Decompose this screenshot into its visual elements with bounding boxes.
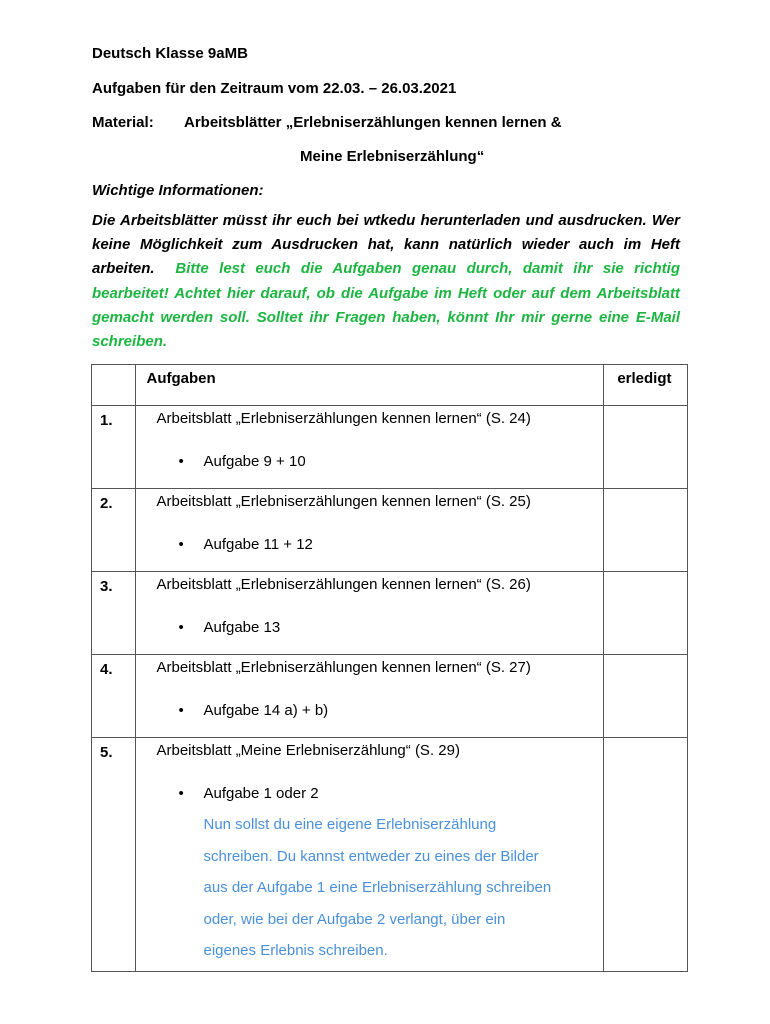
row-bullet [136,702,603,720]
note-line: schreiben. Du kannst entweder zu eines der Bilder [203,847,539,865]
row-bullet-text: Aufgabe 11 + 12 [203,536,313,553]
row-title: Arbeitsblatt „Erlebniserzählungen kennen lernen“ (S. 26) [156,576,531,593]
note-line: oder, wie bei der Aufgabe 2 verlangt, über ein [203,910,506,928]
row-num-cell [92,489,136,572]
row-done-cell [604,572,688,655]
bullet-icon: • [178,702,184,719]
row-task-cell [136,572,604,655]
row-number: 2. [100,495,113,512]
header-done-label: erledigt [617,370,672,387]
material-line [92,114,562,132]
header-num-cell [92,365,136,406]
material-text-2: Meine Erlebniserzählung“ [300,148,485,165]
row-done-cell [604,406,688,489]
row-number: 4. [100,661,113,678]
row-task-cell [136,655,604,738]
row-bullet [136,785,603,803]
row-bullet [136,536,603,554]
bullet-icon: • [178,536,184,553]
material-label: Material: [92,114,154,131]
info-paragraph [92,209,680,354]
bullet-icon: • [178,785,184,802]
row-bullet-text: Aufgabe 9 + 10 [203,453,306,470]
row-bullet-text: Aufgabe 14 a) + b) [203,702,329,719]
row-title: Arbeitsblatt „Erlebniserzählungen kennen lernen“ (S. 25) [156,493,531,510]
row-num-cell [92,738,136,972]
row-title: Arbeitsblatt „Meine Erlebniserzählung“ (S. 29) [156,742,460,759]
row-note [136,809,603,971]
table-row [92,738,688,972]
note-line: eigenes Erlebnis schreiben. [203,942,388,959]
row-done-cell [604,738,688,972]
info-text-green: Bitte lest euch die Aufgaben genau durch, damit ihr sie richtig bearbeitet! Achtet hier darauf, ob die Aufgabe im Heft oder auf dem Arbeitsblatt gemacht werden soll. Solltet ihr Fragen haben, könnt Ihr mir gerne eine E-Mail schreiben. [92,260,680,351]
header-done-cell [604,365,688,406]
document-title: Deutsch Klasse 9aMB [92,45,248,62]
table-row [92,572,688,655]
row-number: 3. [100,578,113,595]
row-num-cell [92,655,136,738]
info-text-black: Die Arbeitsblätter müsst ihr euch bei wtkedu herunterladen und ausdrucken. Wer keine Möglichkeit zum Ausdrucken hat, kann natürlich wieder auch im Heft arbeiten. [92,212,680,278]
header-tasks-cell [136,365,604,406]
row-bullet [136,619,603,637]
table-row [92,489,688,572]
note-line: Nun sollst du eine eigene Erlebniserzählung [203,816,497,833]
row-number: 1. [100,412,113,429]
note-line: aus der Aufgabe 1 eine Erlebniserzählung schreiben [203,879,552,896]
material-text-1: Arbeitsblätter „Erlebniserzählungen kennen lernen & [184,114,562,131]
row-title: Arbeitsblatt „Erlebniserzählungen kennen lernen“ (S. 27) [156,659,531,676]
table-row [92,406,688,489]
tasks-table [91,364,688,972]
row-bullet [136,453,603,471]
row-num-cell [92,406,136,489]
bullet-icon: • [178,453,184,470]
header-tasks-label: Aufgaben [146,370,216,387]
info-heading: Wichtige Informationen: [92,182,264,199]
row-done-cell [604,489,688,572]
table-row [92,655,688,738]
row-bullet-text: Aufgabe 13 [203,619,281,636]
row-title: Arbeitsblatt „Erlebniserzählungen kennen lernen“ (S. 24) [156,410,531,427]
period-line: Aufgaben für den Zeitraum vom 22.03. – 26.03.2021 [92,80,457,97]
row-num-cell [92,572,136,655]
row-done-cell [604,655,688,738]
row-bullet-text: Aufgabe 1 oder 2 [203,785,319,802]
bullet-icon: • [178,619,184,636]
row-task-cell [136,489,604,572]
row-task-cell [136,738,604,972]
row-task-cell [136,406,604,489]
row-number: 5. [100,744,113,761]
table-header-row [92,365,688,406]
